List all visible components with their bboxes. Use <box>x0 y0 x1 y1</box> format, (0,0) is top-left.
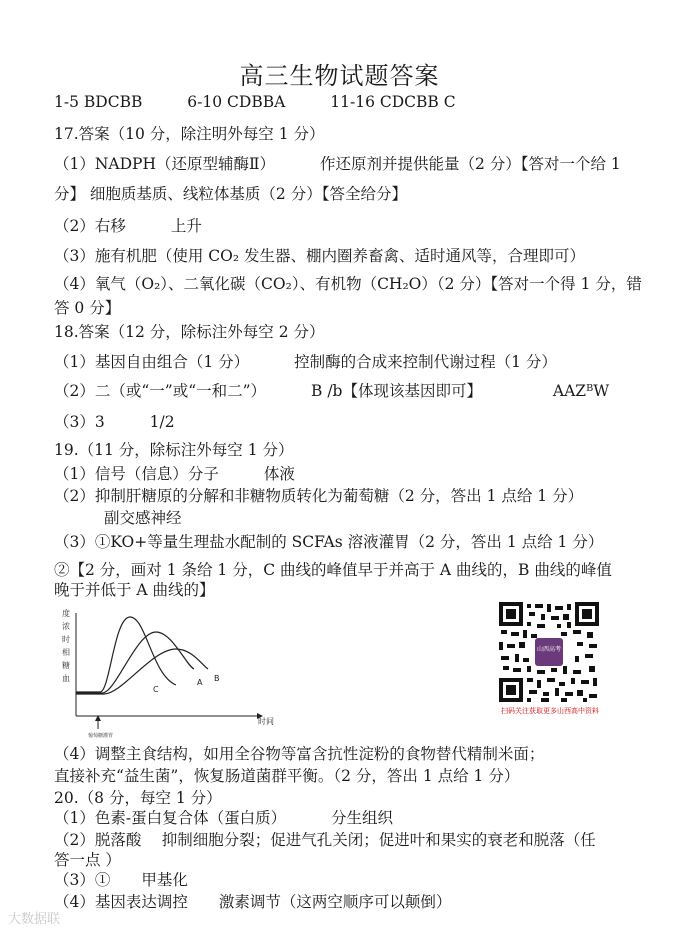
ylabel-char-4: 相 <box>62 648 70 657</box>
q18-3b: 1/2 <box>149 413 175 431</box>
q20-line5 <box>54 892 451 912</box>
q17-3a: （2）右移 <box>54 217 126 235</box>
qr-caption: 扫码关注获取更多山西高中资料 <box>501 707 599 715</box>
mc-answers <box>54 92 456 112</box>
q18-1b: 控制酶的合成来控制代谢过程（1 分） <box>294 353 557 371</box>
curve-label-b: B <box>214 674 220 683</box>
q20-line2: （2）脱落酸 抑制细胞分裂；促进气孔关闭；促进叶和果实的衰老和脱落（任 <box>54 831 596 849</box>
ylabel-char-3: 时 <box>62 635 70 644</box>
qr-center-text: 山西高考 <box>536 646 562 653</box>
q20-5b: 激素调节（这两空顺序可以颠倒） <box>218 893 452 911</box>
mc-1-5: 1-5 BDCBB <box>54 93 143 111</box>
q17-1b: 作还原剂并提供能量（2 分）【答对一个给 1 <box>319 155 621 173</box>
q20-4b: 甲基化 <box>141 871 188 889</box>
q19-line3: 副交感神经 <box>104 509 182 527</box>
q18-1a: （1）基因自由组合（1 分） <box>54 353 250 371</box>
ylabel-char-2: 浓 <box>62 622 70 631</box>
mc-11-16: 11-16 CDCBB C <box>330 93 456 111</box>
curve-b <box>76 649 208 694</box>
graph-svg <box>52 605 292 740</box>
arrow-label: 葡萄糖灌胃 <box>88 733 114 739</box>
q20-line3: 答一点 ） <box>54 851 121 869</box>
qr-svg <box>497 600 601 704</box>
q19-line8: 直接补充“益生菌”，恢复肠道菌群平衡。（2 分，答出 1 点给 1 分） <box>54 767 520 785</box>
q20-5a: （4）基因表达调控 <box>54 893 188 911</box>
q20-1a: （1）色素-蛋白复合体（蛋白质） <box>54 809 287 827</box>
q17-line1 <box>54 154 621 174</box>
curve-label-c: C <box>153 685 159 694</box>
q19-line1 <box>54 464 295 484</box>
q19-header: 19.（11 分，除标注外每空 1 分） <box>54 441 294 459</box>
mc-6-10: 6-10 CDBBA <box>187 93 286 111</box>
q18-2a: （2）二（或“一”或“一和二”） <box>54 382 267 400</box>
q20-line1 <box>54 808 393 828</box>
q20-line4 <box>54 870 188 890</box>
q19-line5: ②【2 分，画对 1 条给 1 分，C 曲线的峰值早于并高于 A 曲线的，B 曲线的峰值 <box>54 561 612 579</box>
q18-line3 <box>54 412 175 432</box>
qr-finder-bottom-left <box>499 678 523 702</box>
q17-line5: （4）氧气（O₂）、二氧化碳（CO₂）、有机物（CH₂O）（2 分）【答对一个得 1 分，错 <box>54 275 642 293</box>
q19-line2: （2）抑制肝糖原的分解和非糖物质转化为葡萄糖（2 分，答出 1 点给 1 分） <box>54 487 584 505</box>
q19-1b: 体液 <box>263 465 295 483</box>
q17-line2: 分】 细胞质基质、线粒体基质（2 分）【答全给分】 <box>54 185 407 203</box>
q17-line3 <box>54 216 202 236</box>
xlabel: 时间 <box>258 717 274 726</box>
q17-line6: 答 0 分】 <box>54 299 121 317</box>
q19-1a: （1）信号（信息）分子 <box>54 465 219 483</box>
curve-c <box>76 617 176 692</box>
qr-finder-top-right <box>575 602 599 626</box>
q19-line4: （3）①KO+等量生理盐水配制的 SCFAs 溶液灌胃（2 分，答出 1 点给 1 分） <box>54 533 604 551</box>
page-title: 高三生物试题答案 <box>239 62 440 90</box>
qr-finder-top-left <box>499 602 523 626</box>
q18-3a: （3）3 <box>54 413 105 431</box>
q18-2c: AAZᴮW <box>552 382 610 400</box>
q20-4a: （3）① <box>54 871 111 889</box>
q19-line7: （4）调整主食结构，如用全谷物等富含抗性淀粉的食物替代精制米面； <box>54 745 545 763</box>
curve-a <box>76 632 194 693</box>
q20-header: 20.（8 分，每空 1 分） <box>54 789 222 807</box>
q18-2b: B /b【体现该基因即可】 <box>311 382 482 400</box>
q17-header: 17.答案（10 分，除注明外每空 1 分） <box>54 125 325 143</box>
ylabel-char-5: 糖 <box>62 661 70 670</box>
q19-line6: 晚于并低于 A 曲线的】 <box>54 581 215 599</box>
ylabel-char-6: 血 <box>62 674 70 683</box>
q17-1a: （1）NADPH（还原型辅酶Ⅱ） <box>54 155 276 173</box>
ylabel-char-1: 度 <box>62 609 70 618</box>
qr-code[interactable] <box>497 600 601 704</box>
q18-line2 <box>54 381 609 401</box>
q20-1b: 分生组织 <box>331 809 394 827</box>
curve-label-a: A <box>197 678 203 687</box>
q17-line4: （3）施有机肥（使用 CO₂ 发生器、棚内圈养畜禽、适时通风等，合理即可） <box>54 247 585 265</box>
blood-glucose-graph <box>52 605 292 740</box>
q17-3b: 上升 <box>170 217 202 235</box>
q18-line1 <box>54 352 557 372</box>
q18-header: 18.答案（12 分，除标注外每空 2 分） <box>54 323 325 341</box>
watermark: 大数据联 <box>8 912 61 927</box>
